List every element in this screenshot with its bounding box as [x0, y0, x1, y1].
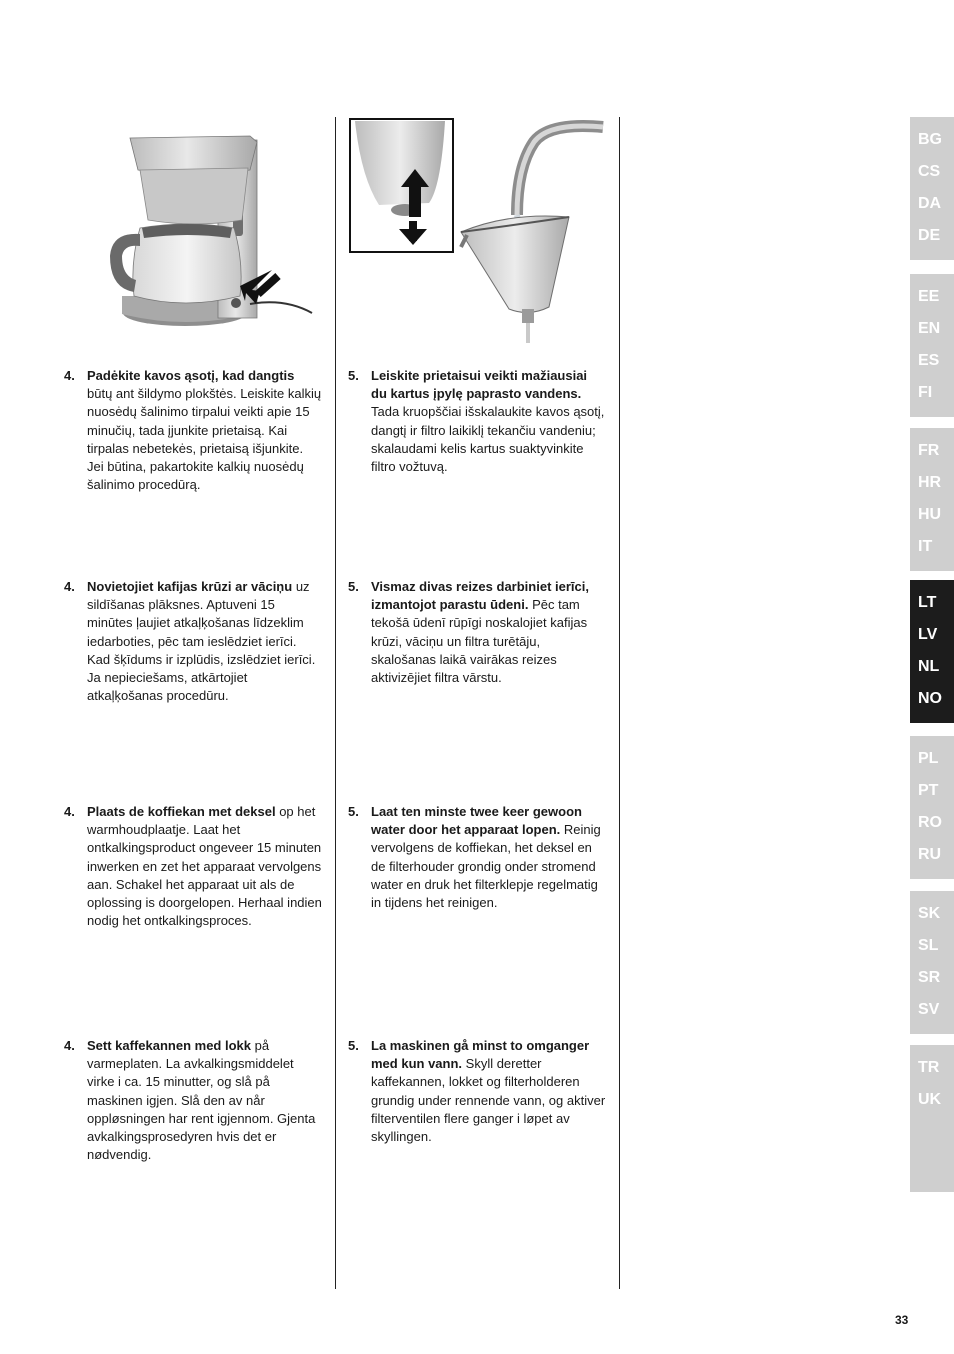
step-heading: Sett kaffekannen med lokk: [87, 1038, 251, 1053]
language-tab-sl[interactable]: SL: [918, 937, 939, 954]
language-group: [910, 891, 954, 1034]
language-tab-sr[interactable]: SR: [918, 969, 941, 986]
language-tab-pt[interactable]: PT: [918, 782, 939, 799]
language-tab-ru[interactable]: RU: [918, 846, 942, 863]
step-heading: La maskinen gå minst to omganger med kun vann.: [371, 1038, 590, 1072]
language-tab-fr[interactable]: FR: [918, 442, 940, 459]
step-text: [371, 578, 606, 687]
step-heading: Padėkite kavos ąsotį, kad dangtis: [87, 368, 295, 383]
language-tab-pl[interactable]: PL: [918, 750, 939, 767]
step-number: 5.: [348, 804, 359, 819]
step-text: [87, 578, 322, 705]
language-tab-hr[interactable]: HR: [918, 474, 942, 491]
step-description: op het warmhoudplaatje. Laat het ontkalkingsproduct ongeveer 15 minuten inwerken en zet het apparaat vervolgens aan. Schakel het apparaat uit als de oplossing is doorgelopen. Herhaal indien nodig het ontkalkingsproces.: [87, 804, 322, 929]
step-description: Skyll deretter kaffekannen, lokket og filterholderen grundig under rennende vann, og aktiver filterventilen flere ganger i løpet av skyllingen.: [371, 1056, 606, 1145]
step-number: 5.: [348, 368, 359, 383]
language-tab-hu[interactable]: HU: [918, 506, 942, 523]
language-tab-sv[interactable]: SV: [918, 1001, 940, 1018]
language-tab-nl[interactable]: NL: [918, 658, 940, 675]
step-number: 4.: [64, 1038, 75, 1053]
coffee-maker-illustration: [100, 128, 315, 333]
step-text: [371, 367, 606, 476]
step-number: 4.: [64, 579, 75, 594]
language-tab-it[interactable]: IT: [918, 538, 933, 555]
language-tab-lv[interactable]: LV: [918, 626, 938, 643]
step-description: Reinig vervolgens de koffiekan, het deksel en de filterhouder grondig onder stromend water en druk het filterklepje regelmatig in tijdens het reinigen.: [371, 822, 601, 911]
language-tab-cs[interactable]: CS: [918, 163, 941, 180]
step-text: [87, 803, 322, 930]
language-tab-tr[interactable]: TR: [918, 1059, 940, 1076]
step-number: 4.: [64, 804, 75, 819]
language-tab-da[interactable]: DA: [918, 195, 942, 212]
language-tab-no[interactable]: NO: [918, 690, 942, 707]
step-lv-right: [348, 578, 606, 687]
step-description: uz sildīšanas plāksnes. Aptuveni 15 minūtes ļaujiet atkaļķošanas līdzeklim iedarboties, pēc tam ieslēdziet ierīci. Kad šķīdums ir izplūdis, izslēdziet ierīci. Ja nepieciešams, atkārtojiet atkaļķošanas procedūru.: [87, 579, 316, 704]
step-lt-right: [348, 367, 606, 476]
step-heading: Plaats de koffiekan met deksel: [87, 804, 276, 819]
language-tab-bg[interactable]: BG: [918, 131, 942, 148]
step-number: 4.: [64, 368, 75, 383]
step-text: [371, 1037, 606, 1146]
column-divider-right: [619, 117, 620, 1289]
language-tab-ee[interactable]: EE: [918, 288, 940, 305]
language-group: [910, 117, 954, 260]
step-lv-left: [64, 578, 322, 705]
step-number: 5.: [348, 1038, 359, 1053]
step-description: Tada kruopščiai išskalaukite kavos ąsotį, dangtį ir filtro laikiklį tekančiu vandeniu; skalaudami kelis kartus suaktyvinkite filtro vožtuvą.: [371, 404, 605, 475]
page-number: 33: [895, 1313, 909, 1327]
column-divider-left: [335, 117, 336, 1289]
step-text: [371, 803, 606, 912]
language-group: [910, 736, 954, 879]
step-number: 5.: [348, 579, 359, 594]
language-tab-lt[interactable]: LT: [918, 594, 937, 611]
filter-rinse-illustration: [349, 117, 607, 345]
step-description: Pēc tam tekošā ūdenī rūpīgi noskalojiet kafijas krūzi, vāciņu un filtra turētāju, skalošanas laikā vairākas reizes aktivizējiet filtra vārstu.: [371, 597, 588, 686]
step-text: [87, 367, 322, 494]
step-description: būtų ant šildymo plokštės. Leiskite kalkių nuosėdų šalinimo tirpalui veikti apie 15 minučių, tada įjunkite prietaisą. Kai tirpalas nebetekės, prietaisą išjunkite. Jei būtina, pakartokite kalkių nuosėdų šalinimo procedūrą.: [87, 386, 322, 493]
language-tab-fi[interactable]: FI: [918, 384, 933, 401]
language-group: [910, 580, 954, 723]
language-tab-ro[interactable]: RO: [918, 814, 942, 831]
step-nl-left: [64, 803, 322, 930]
language-tab-uk[interactable]: UK: [918, 1091, 942, 1108]
step-heading: Laat ten minste twee keer gewoon water door het apparaat lopen.: [371, 804, 582, 838]
language-group: [910, 428, 954, 571]
step-heading: Leiskite prietaisui veikti mažiausiai du kartus įpylę paprasto vandens.: [371, 368, 588, 402]
step-heading: Vismaz divas reizes darbiniet ierīci, izmantojot parastu ūdeni.: [371, 579, 589, 613]
step-description: på varmeplaten. La avkalkingsmiddelet virke i ca. 15 minutter, og slå på maskinen igjen. Slå den av når oppløsningen har rent igjennom. Gjenta avkalkingsprosedyren hvis det er nødvendig.: [87, 1038, 316, 1163]
step-nl-right: [348, 803, 606, 912]
language-group: [910, 274, 954, 417]
step-text: [87, 1037, 322, 1164]
language-tab-en[interactable]: EN: [918, 320, 941, 337]
step-no-left: [64, 1037, 322, 1164]
language-tab-de[interactable]: DE: [918, 227, 941, 244]
language-tab-es[interactable]: ES: [918, 352, 940, 369]
step-lt-left: [64, 367, 322, 494]
language-tab-sk[interactable]: SK: [918, 905, 941, 922]
step-heading: Novietojiet kafijas krūzi ar vāciņu: [87, 579, 293, 594]
language-group: [910, 1045, 954, 1192]
step-no-right: [348, 1037, 606, 1146]
